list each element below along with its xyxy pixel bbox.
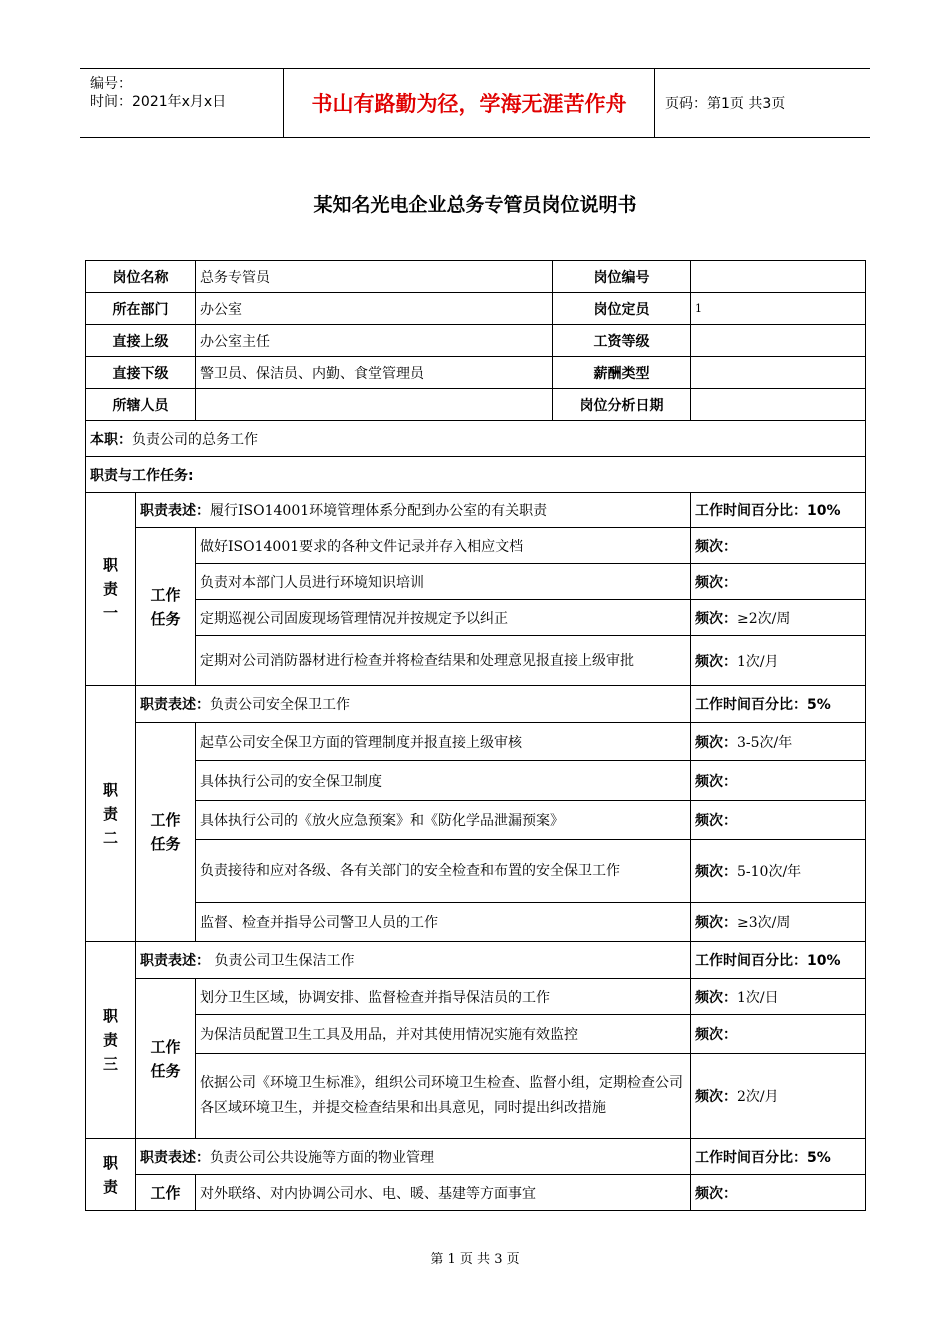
info-value <box>691 357 866 389</box>
work-task-label: 工作 任务 <box>136 528 196 686</box>
freq-label: 频次： <box>695 538 737 555</box>
document-number-label: 编号： <box>90 76 132 92</box>
info-label: 所在部门 <box>86 293 196 325</box>
freq-label: 频次： <box>695 1089 737 1105</box>
task-row <box>86 840 866 903</box>
duty-statement: 履行ISO14001环境管理体系分配到办公室的有关职责 <box>210 503 548 519</box>
time-percent-value: 5% <box>807 697 831 713</box>
page-footer: 第 1 页 共 3 页 <box>430 1252 520 1267</box>
task-row <box>86 979 866 1015</box>
info-label: 薪酬类型 <box>553 357 691 389</box>
info-value: 办公室主任 <box>196 325 553 357</box>
work-task-label: 工作 任务 <box>136 723 196 942</box>
task-text: 监督、检查并指导公司警卫人员的工作 <box>196 903 691 942</box>
motto-banner: 书山有路勤为径，学海无涯苦作舟 <box>283 69 655 137</box>
task-row <box>86 1175 866 1211</box>
freq-label: 频次： <box>695 653 737 670</box>
task-text: 负责接待和应对各级、各有关部门的安全检查和布置的安全保卫工作 <box>196 840 691 903</box>
duty-statement-row <box>86 942 866 979</box>
freq-label: 频次： <box>695 773 737 790</box>
duty-statement: 负责公司卫生保洁工作 <box>210 953 355 969</box>
header-meta <box>80 69 283 137</box>
time-percent-label: 工作时间百分比： <box>695 953 807 969</box>
task-row <box>86 723 866 761</box>
info-row <box>86 325 866 357</box>
info-label: 岗位分析日期 <box>553 389 691 421</box>
info-value <box>196 389 553 421</box>
duty-summary-label: 本职： <box>90 431 132 448</box>
task-text: 定期巡视公司固废现场管理情况并按规定予以纠正 <box>196 600 691 636</box>
task-frequency: 5-10次/年 <box>737 864 802 880</box>
duty-name: 职 责 <box>86 1139 136 1211</box>
freq-label: 频次： <box>695 989 737 1006</box>
task-row <box>86 801 866 840</box>
work-task-label: 工作 <box>136 1175 196 1211</box>
freq-label: 频次： <box>695 864 737 880</box>
duty-name: 职 责 三 <box>86 942 136 1139</box>
info-label: 所辖人员 <box>86 389 196 421</box>
info-row <box>86 357 866 389</box>
statement-label: 职责表述： <box>140 503 210 519</box>
task-frequency: 3-5次/年 <box>737 734 793 751</box>
task-text: 具体执行公司的《放火应急预案》和《防化学品泄漏预案》 <box>196 801 691 840</box>
task-text: 负责对本部门人员进行环境知识培训 <box>196 564 691 600</box>
duty-name: 职 责 一 <box>86 493 136 686</box>
task-text: 依据公司《环境卫生标准》，组织公司环境卫生检查、监督小组，定期检查公司各区域环境卫生，并提交检查结果和出具意见，同时提出纠改措施 <box>196 1054 691 1139</box>
task-row <box>86 761 866 801</box>
task-row <box>86 1054 866 1139</box>
info-label: 岗位定员 <box>553 293 691 325</box>
info-row <box>86 261 866 293</box>
info-row <box>86 389 866 421</box>
info-value <box>691 325 866 357</box>
task-text: 对外联络、对内协调公司水、电、暖、基建等方面事宜 <box>196 1175 691 1211</box>
info-label: 工资等级 <box>553 325 691 357</box>
info-value: 警卫员、保洁员、内勤、食堂管理员 <box>196 357 553 389</box>
freq-label: 频次： <box>695 915 737 931</box>
info-row <box>86 293 866 325</box>
time-percent-value: 10% <box>807 953 841 969</box>
info-label: 直接下级 <box>86 357 196 389</box>
job-description-table <box>85 260 866 1211</box>
statement-label: 职责表述： <box>140 953 210 969</box>
duty-name: 职 责 二 <box>86 686 136 942</box>
time-percent-label: 工作时间百分比： <box>695 503 807 519</box>
duties-header-row <box>86 457 866 493</box>
time-percent-label: 工作时间百分比： <box>695 1149 807 1166</box>
task-text: 为保洁员配置卫生工具及用品，并对其使用情况实施有效监控 <box>196 1015 691 1054</box>
duties-header: 职责与工作任务: <box>86 457 866 493</box>
task-row <box>86 600 866 636</box>
duty-statement-row <box>86 493 866 528</box>
freq-label: 频次： <box>695 574 737 591</box>
info-value <box>691 389 866 421</box>
task-frequency: ≥2次/周 <box>737 610 791 627</box>
duty-summary-row <box>86 421 866 457</box>
duty-summary-text: 负责公司的总务工作 <box>132 431 258 448</box>
task-text: 定期对公司消防器材进行检查并将检查结果和处理意见报直接上级审批 <box>196 636 691 686</box>
task-row <box>86 903 866 942</box>
document-title: 某知名光电企业总务专管员岗位说明书 <box>313 194 637 216</box>
freq-label: 频次： <box>695 1027 737 1043</box>
page-number-info: 页码：第1页 共3页 <box>665 96 786 112</box>
info-value: 办公室 <box>196 293 553 325</box>
info-value <box>691 261 866 293</box>
task-frequency: 1次/月 <box>737 653 779 670</box>
document-date: 时间：2021年x月x日 <box>90 94 227 110</box>
task-row <box>86 636 866 686</box>
freq-label: 频次： <box>695 734 737 751</box>
task-frequency: ≥3次/周 <box>737 915 791 931</box>
task-text: 做好ISO14001要求的各种文件记录并存入相应文档 <box>196 528 691 564</box>
info-value: 总务专管员 <box>196 261 553 293</box>
info-label: 岗位名称 <box>86 261 196 293</box>
duty-statement-row <box>86 686 866 723</box>
task-text: 划分卫生区域，协调安排、监督检查并指导保洁员的工作 <box>196 979 691 1015</box>
work-task-label: 工作 任务 <box>136 979 196 1139</box>
freq-label: 频次： <box>695 813 737 829</box>
task-row <box>86 1015 866 1054</box>
info-value: 1 <box>691 293 866 325</box>
duty-statement: 负责公司安全保卫工作 <box>210 697 350 713</box>
duty-statement-row <box>86 1139 866 1175</box>
task-frequency: 1次/日 <box>737 989 779 1006</box>
task-row <box>86 528 866 564</box>
statement-label: 职责表述： <box>140 697 210 713</box>
info-label: 直接上级 <box>86 325 196 357</box>
info-label: 岗位编号 <box>553 261 691 293</box>
task-row <box>86 564 866 600</box>
freq-label: 频次： <box>695 1185 737 1202</box>
freq-label: 频次： <box>695 610 737 627</box>
task-text: 起草公司安全保卫方面的管理制度并报直接上级审核 <box>196 723 691 761</box>
time-percent-label: 工作时间百分比： <box>695 697 807 713</box>
time-percent-value: 5% <box>807 1149 831 1166</box>
statement-label: 职责表述： <box>140 1149 210 1166</box>
page-header <box>80 68 870 138</box>
task-text: 具体执行公司的安全保卫制度 <box>196 761 691 801</box>
duty-statement: 负责公司公共设施等方面的物业管理 <box>210 1149 434 1166</box>
time-percent-value: 10% <box>807 503 841 519</box>
task-frequency: 2次/月 <box>737 1089 779 1105</box>
